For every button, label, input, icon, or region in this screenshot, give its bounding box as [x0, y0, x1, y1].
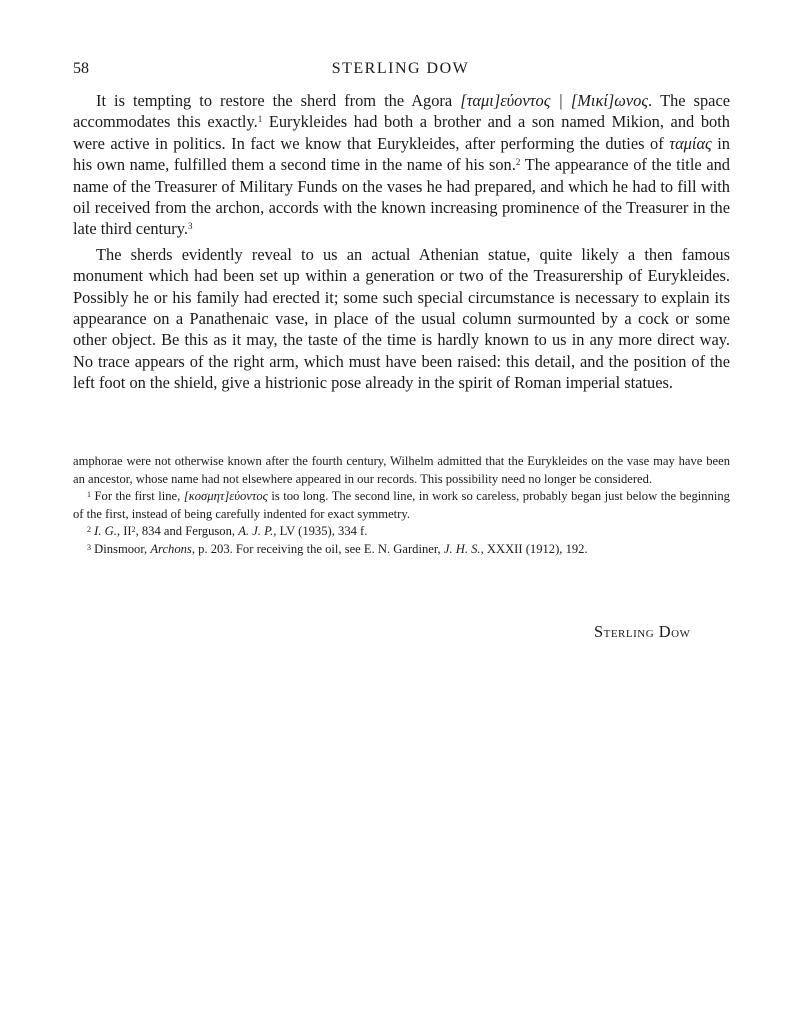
paragraph-1-text: in his own name, fulfilled them a second time in the name of his son.: [73, 133, 730, 175]
running-head: STERLING DOW: [331, 60, 470, 77]
footnotes: [73, 453, 730, 558]
footnote-ref-3: 3: [188, 221, 193, 232]
footnote-3: [73, 541, 730, 559]
footnote-continued: amphorae were not otherwise known after the fourth century, Wilhelm admitted that the Eurykleides on the vase may have been an ancestor, whose name had not elsewhere appeared in our records. This possibility need no longer be considered.: [73, 454, 730, 486]
citation-archons: Archons: [150, 541, 192, 556]
edition-superscript: 2: [131, 525, 136, 534]
paragraph-1-text: The appearance of the title and name of the Treasurer of Military Funds on the vases he had prepared, and which he had to fill with oil received from the archon, accords with the known increasing prominence of the Treasurer in the late third century.: [73, 155, 730, 239]
footnote-3-text: Dinsmoor,: [91, 541, 151, 556]
paragraph-1-text: . The space accommodates this exactly.: [73, 91, 730, 132]
greek-word-tamias: ταμίας: [669, 133, 712, 153]
footnote-ref-1: 1: [257, 114, 263, 125]
footnote-1-text: is too long. The second line, in work so careless, probably began just below the beginning of the first, instead of being carefully indented for exact symmetry.: [73, 489, 730, 521]
footnote-1-text: For the first line,: [91, 489, 184, 503]
greek-inscription-restoration: [ταμι]εύοντος | [Μικί]ωνος: [460, 91, 648, 110]
footnote-3-text: , XXXII (1912), 192.: [480, 541, 588, 556]
paragraph-2: The sherds evidently reveal to us an actual Athenian statue, quite likely a then famous monument which had been set up within a generation or two of the Treasurership of Eurykleides. Possibly he or his family had erected it; some such special circumstance is necessary to explain its appearance on a Panathenaic vase, in place of the usual column surmounted by a cock or some other object. Be this as it may, the taste of the time is hardly known to us in any more direct way. No trace appears of the right arm, which must have been raised: this detail, and the position of the left foot on the shield, give a histrionic pose already in the spirit of Roman imperial statues.: [73, 244, 730, 393]
footnote-2: [73, 523, 730, 541]
body-text: [73, 90, 730, 394]
footnote-1-greek: [κοσμητ]εύοντος: [183, 489, 268, 503]
footnote-ref-2: 2: [515, 157, 521, 168]
footnote-3-mark: 3: [87, 542, 91, 552]
footnote-1: [73, 488, 730, 523]
page-number: 58: [73, 60, 89, 77]
author-signature: Sterling Dow: [594, 622, 691, 641]
footnote-1-mark: 1: [87, 490, 91, 499]
footnote-2-text: , 834 and Ferguson,: [135, 524, 239, 538]
citation-jhs: J. H. S.: [443, 541, 481, 556]
footnote-2-text: , II: [116, 524, 132, 538]
paragraph-1-text: It is tempting to restore the sherd from the Agora: [96, 91, 461, 110]
paragraph-1: [73, 90, 730, 240]
paragraph-1-text: Eurykleides had both a brother and a son named Mikion, and both were active in politics. In fact we know that Eurykleides, after performing the duties of: [73, 112, 730, 153]
footnote-2-mark: 2: [87, 525, 91, 534]
citation-ig: I. G.: [94, 524, 117, 538]
footnote-2-text: , LV (1935), 334 f.: [273, 524, 368, 538]
citation-ajp: A. J. P.: [238, 524, 274, 538]
footnote-3-text: , p. 203. For receiving the oil, see E. N. Gardiner,: [191, 541, 444, 556]
